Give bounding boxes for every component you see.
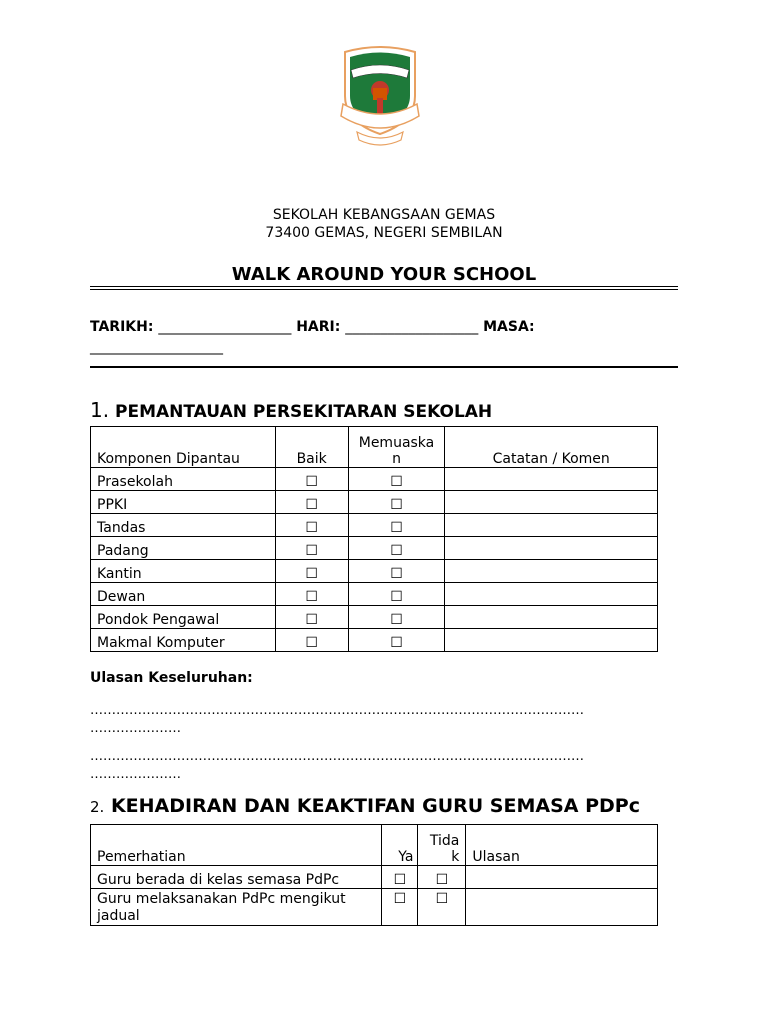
catatan-cell[interactable] <box>445 629 658 652</box>
catatan-cell[interactable] <box>445 514 658 537</box>
checkbox-baik[interactable]: ☐ <box>275 606 348 629</box>
row-label: Guru berada di kelas semasa PdPc <box>91 866 382 889</box>
table-row <box>91 889 658 926</box>
checkbox-memuaskan[interactable]: ☐ <box>348 537 445 560</box>
checkbox-ya[interactable]: ☐ <box>382 866 418 889</box>
checkbox-baik[interactable]: ☐ <box>275 514 348 537</box>
section2-heading <box>90 795 640 817</box>
checkbox-baik[interactable]: ☐ <box>275 537 348 560</box>
checkbox-baik[interactable]: ☐ <box>275 583 348 606</box>
school-address: 73400 GEMAS, NEGERI SEMBILAN <box>265 225 503 241</box>
row-label: Kantin <box>91 560 276 583</box>
ulasan-cell[interactable] <box>466 866 658 889</box>
section1-number: 1. <box>90 398 110 422</box>
tarikh-blank[interactable]: ___________________ <box>158 319 292 335</box>
hari-blank[interactable]: ___________________ <box>345 319 479 335</box>
dotted-line-end: ………………… <box>90 721 181 736</box>
table-row <box>91 537 658 560</box>
table-row <box>91 866 658 889</box>
school-name: SEKOLAH KEBANGSAAN GEMAS <box>272 207 496 223</box>
section2-number: 2. <box>90 798 105 816</box>
col-ulasan: Ulasan <box>466 825 658 866</box>
checkbox-memuaskan[interactable]: ☐ <box>348 468 445 491</box>
section1-heading <box>90 398 492 422</box>
table-row <box>91 606 658 629</box>
checkbox-memuaskan[interactable]: ☐ <box>348 514 445 537</box>
checkbox-memuaskan[interactable]: ☐ <box>348 606 445 629</box>
table-row <box>91 560 658 583</box>
checkbox-memuaskan[interactable]: ☐ <box>348 491 445 514</box>
date-day-time-fields <box>90 317 690 357</box>
masa-label: MASA: <box>483 319 535 335</box>
section2-title: KEHADIRAN DAN KEAKTIFAN GURU SEMASA PDPc <box>110 795 640 817</box>
ulasan-line-1[interactable] <box>90 702 680 738</box>
table-row <box>91 583 658 606</box>
checkbox-memuaskan[interactable]: ☐ <box>348 560 445 583</box>
checkbox-tidak[interactable]: ☐ <box>418 889 466 926</box>
table-row <box>91 491 658 514</box>
row-label: Padang <box>91 537 276 560</box>
col-memuaskan: Memuaskan <box>348 427 445 468</box>
row-label: Pondok Pengawal <box>91 606 276 629</box>
checkbox-memuaskan[interactable]: ☐ <box>348 583 445 606</box>
row-label: Makmal Komputer <box>91 629 276 652</box>
row-label: Guru melaksanakan PdPc mengikut jadual <box>91 889 382 926</box>
checkbox-baik[interactable]: ☐ <box>275 629 348 652</box>
checkbox-baik[interactable]: ☐ <box>275 491 348 514</box>
dotted-line: …………………………………………………………………………………………………… <box>90 703 584 718</box>
checkbox-baik[interactable]: ☐ <box>275 468 348 491</box>
environment-table <box>90 426 658 652</box>
catatan-cell[interactable] <box>445 606 658 629</box>
checkbox-ya[interactable]: ☐ <box>382 889 418 926</box>
checkbox-memuaskan[interactable]: ☐ <box>348 629 445 652</box>
section1-title: PEMANTAUAN PERSEKITARAN SEKOLAH <box>115 402 493 422</box>
checkbox-tidak[interactable]: ☐ <box>418 866 466 889</box>
col-ya: Ya <box>382 825 418 866</box>
table-header-row <box>91 427 658 468</box>
catatan-cell[interactable] <box>445 468 658 491</box>
row-label: Dewan <box>91 583 276 606</box>
page-title: WALK AROUND YOUR SCHOOL <box>231 264 537 285</box>
row-label: PPKI <box>91 491 276 514</box>
masa-blank[interactable]: ___________________ <box>90 339 223 355</box>
table-row <box>91 629 658 652</box>
row-label: Tandas <box>91 514 276 537</box>
divider <box>90 366 678 368</box>
catatan-cell[interactable] <box>445 491 658 514</box>
school-crest-logo <box>337 44 423 152</box>
teacher-table <box>90 824 658 926</box>
dotted-line-end: ………………… <box>90 767 181 782</box>
ulasan-cell[interactable] <box>466 889 658 926</box>
col-catatan: Catatan / Komen <box>445 427 658 468</box>
title-double-rule <box>90 286 678 290</box>
catatan-cell[interactable] <box>445 537 658 560</box>
catatan-cell[interactable] <box>445 560 658 583</box>
col-komponen: Komponen Dipantau <box>91 427 276 468</box>
dotted-line: …………………………………………………………………………………………………… <box>90 749 584 764</box>
hari-label: HARI: <box>296 319 341 335</box>
ulasan-line-2[interactable] <box>90 748 680 784</box>
catatan-cell[interactable] <box>445 583 658 606</box>
tarikh-label: TARIKH: <box>90 319 154 335</box>
col-baik: Baik <box>275 427 348 468</box>
col-pemerhatian: Pemerhatian <box>91 825 382 866</box>
col-tidak: Tidak <box>418 825 466 866</box>
table-row <box>91 468 658 491</box>
checkbox-baik[interactable]: ☐ <box>275 560 348 583</box>
ulasan-label: Ulasan Keseluruhan: <box>90 670 253 686</box>
table-row <box>91 514 658 537</box>
table-header-row <box>91 825 658 866</box>
row-label: Prasekolah <box>91 468 276 491</box>
